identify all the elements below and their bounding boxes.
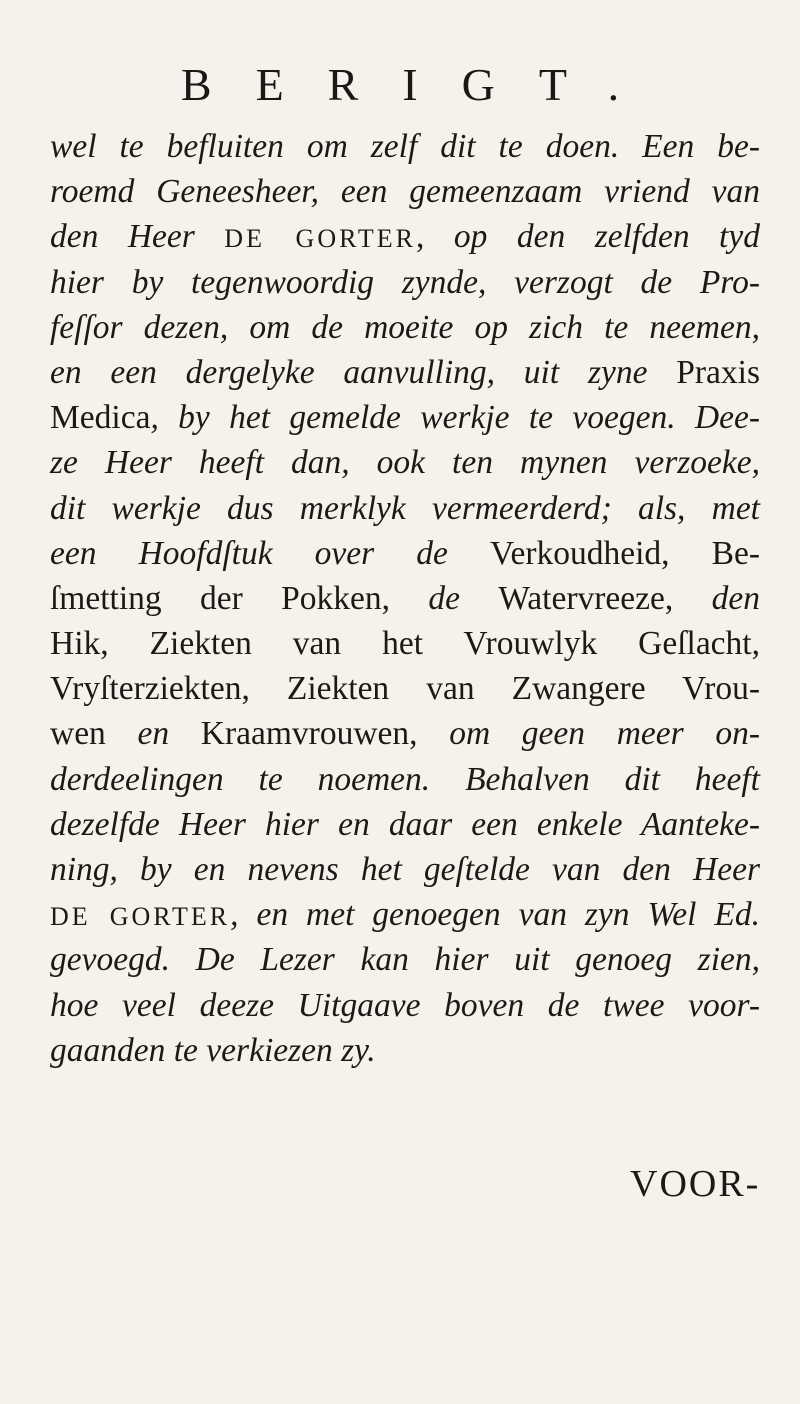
text-segment: de <box>428 579 499 617</box>
text-line <box>50 486 760 531</box>
text-segment: gevoegd. De Lezer kan hier uit genoeg zien, <box>50 941 760 979</box>
text-segment: , by het gemelde werkje te voegen. Dee- <box>150 399 760 437</box>
text-line <box>50 983 760 1028</box>
text-segment: Verkoudheid, Be- <box>489 534 760 572</box>
text-segment: Praxis <box>676 353 760 391</box>
text-line <box>50 576 760 621</box>
text-segment: , en met genoegen van zyn Wel Ed. <box>230 896 760 934</box>
text-segment: dit werkje dus merklyk vermeerderd; als, met <box>50 489 760 527</box>
catchword: VOOR- <box>630 1163 761 1205</box>
text-line <box>50 350 760 395</box>
text-line <box>50 214 760 259</box>
text-segment: Kraamvrouwen, <box>200 715 450 753</box>
text-segment: derdeelingen te noemen. Behalven dit heeft <box>50 760 760 798</box>
text-segment: DE GORTER <box>224 224 416 254</box>
text-segment: ſmetting der Pokken, <box>50 579 429 617</box>
text-line <box>50 937 760 982</box>
body-text <box>50 124 760 1073</box>
text-line <box>50 621 760 666</box>
text-line <box>50 260 760 305</box>
text-line <box>50 305 760 350</box>
text-segment: ning, by en nevens het geſtelde van den Heer <box>50 851 760 888</box>
text-segment: een Hoofdſtuk over de <box>50 534 490 572</box>
running-head: BERIGT. <box>180 59 664 110</box>
text-segment: , <box>416 218 454 256</box>
text-segment: Vryſterziekten, Ziekten van Zwangere Vrou- <box>50 670 760 708</box>
text-line <box>50 169 760 214</box>
text-segment: dezelfde Heer hier en daar een enkele Aanteke- <box>50 805 760 843</box>
text-segment: den Heer <box>50 218 225 256</box>
text-segment: wel te befluiten om zelf dit te doen. Een be- <box>50 128 760 165</box>
text-segment: roemd Geneesheer, een gemeenzaam vriend van <box>50 173 760 211</box>
text-line <box>50 892 760 937</box>
text-segment: DE GORTER <box>50 902 231 932</box>
text-line <box>50 847 760 892</box>
text-line <box>50 757 760 802</box>
text-segment: wen <box>50 715 138 753</box>
text-line <box>50 666 760 711</box>
text-segment: op den zelfden tyd <box>453 218 760 256</box>
text-segment: en <box>137 715 201 753</box>
text-segment: hier by tegenwoordig zynde, verzogt de Pro- <box>50 263 760 301</box>
text-segment: Hik, Ziekten van het Vrouwlyk Geſlacht, <box>50 625 760 663</box>
text-line <box>50 440 760 485</box>
text-line <box>50 395 760 440</box>
text-segment: om geen meer on- <box>449 715 760 753</box>
text-segment: den <box>711 579 760 617</box>
text-segment: ze Heer heeft dan, ook ten mynen verzoeke, <box>50 444 760 482</box>
text-segment: en een dergelyke aanvulling, uit zyne <box>50 353 677 391</box>
text-segment: feſſor dezen, om de moeite op zich te neemen, <box>50 308 760 346</box>
text-segment: hoe veel deeze Uitgaave boven de twee voor- <box>50 986 760 1024</box>
text-line <box>50 1028 760 1073</box>
text-segment: Medica <box>50 399 151 437</box>
text-segment: Watervreeze, <box>498 579 712 617</box>
text-line <box>50 531 760 576</box>
text-segment: gaanden te verkiezen zy. <box>50 1031 376 1069</box>
text-line <box>50 802 760 847</box>
text-line <box>50 711 760 756</box>
text-line <box>50 124 760 169</box>
